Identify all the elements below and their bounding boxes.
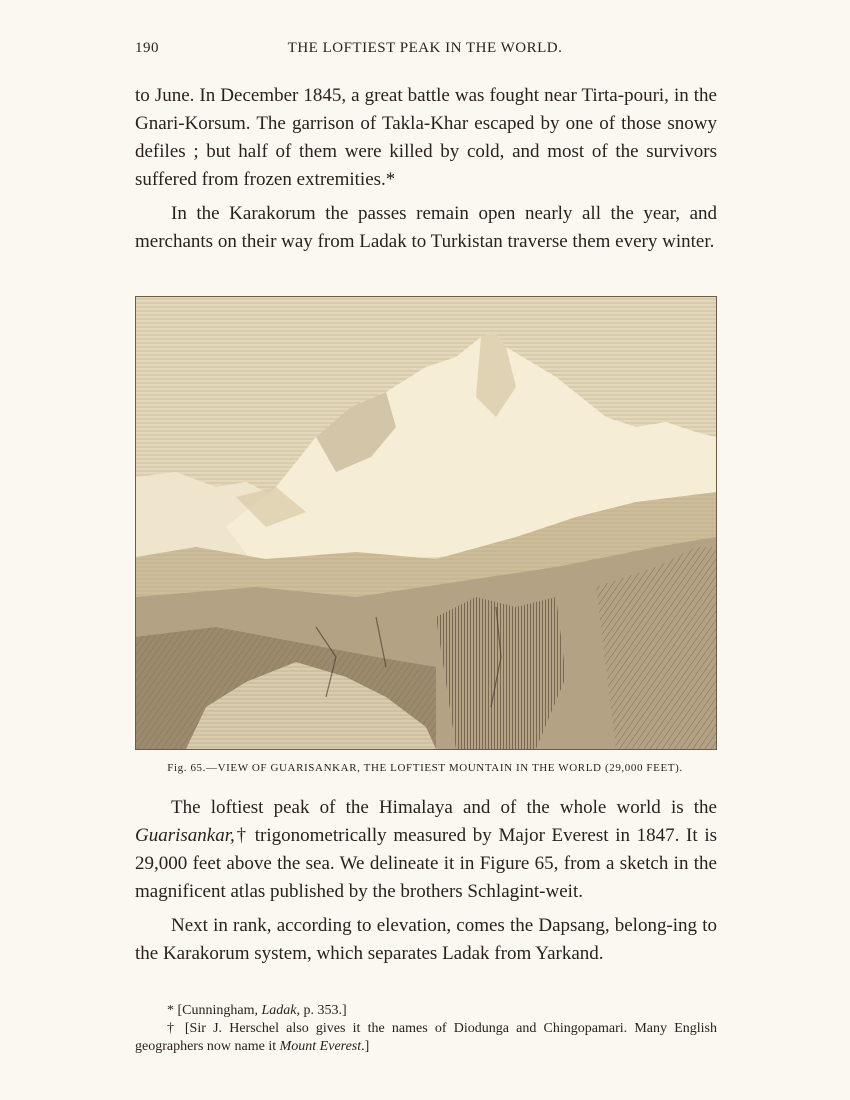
footnote-1-title: Ladak [261, 1003, 297, 1018]
figure-number: Fig. 65. [167, 762, 206, 774]
footnote-2-start: † [Sir J. Herschel also gives it the names of Diodunga and Chingopamari. Many English geographers now name it [135, 1021, 717, 1054]
footnotes [135, 1002, 717, 1056]
paragraph-dapsang: Next in rank, according to elevation, comes the Dapsang, belong-ing to the Karakorum system, which separates Ladak from Yarkand. [135, 915, 717, 964]
mountain-engraving [135, 296, 717, 750]
guarisankar-name: Guarisankar, [135, 825, 235, 846]
page-number: 190 [135, 40, 159, 56]
paragraph-karakorum: In the Karakorum the passes remain open nearly all the year, and merchants on their way from Ladak to Turkistan traverse them every winter. [135, 203, 717, 252]
guarisankar-text-start: The loftiest peak of the Himalaya and of the whole world is the [171, 797, 717, 818]
text-block-bottom [135, 794, 717, 968]
footnote-herschel [135, 1020, 717, 1056]
figure-caption [135, 762, 715, 774]
paragraph-guarisankar [135, 794, 717, 906]
paragraph-battle: to June. In December 1845, a great battle was fought near Tirta-pouri, in the Gnari-Korsum. The garrison of Takla-Khar escaped by one of those snowy defiles ; but half of them were killed by cold, and most of the survivors suffered from frozen extremities.* [135, 85, 717, 190]
footnote-cunningham [135, 1002, 717, 1020]
figure-caption-text: —VIEW OF GUARISANKAR, THE LOFTIEST MOUNTAIN IN THE WORLD (29,000 FEET). [206, 762, 683, 774]
footnote-2-end: .] [361, 1039, 370, 1054]
running-head [135, 40, 715, 64]
text-block-top [135, 82, 717, 256]
footnote-1-end: , p. 353.] [296, 1003, 347, 1018]
footnote-2-title: Mount Everest [279, 1039, 362, 1054]
guarisankar-text-end: † trigonometrically measured by Major Everest in 1847. It is 29,000 feet above the sea. We delineate it in Figure 65, from a sketch in the magnificent atlas published by the brothers Schlagint-weit. [135, 825, 717, 902]
running-title: THE LOFTIEST PEAK IN THE WORLD. [287, 40, 563, 56]
footnote-1-start: * [Cunningham, [167, 1003, 262, 1018]
